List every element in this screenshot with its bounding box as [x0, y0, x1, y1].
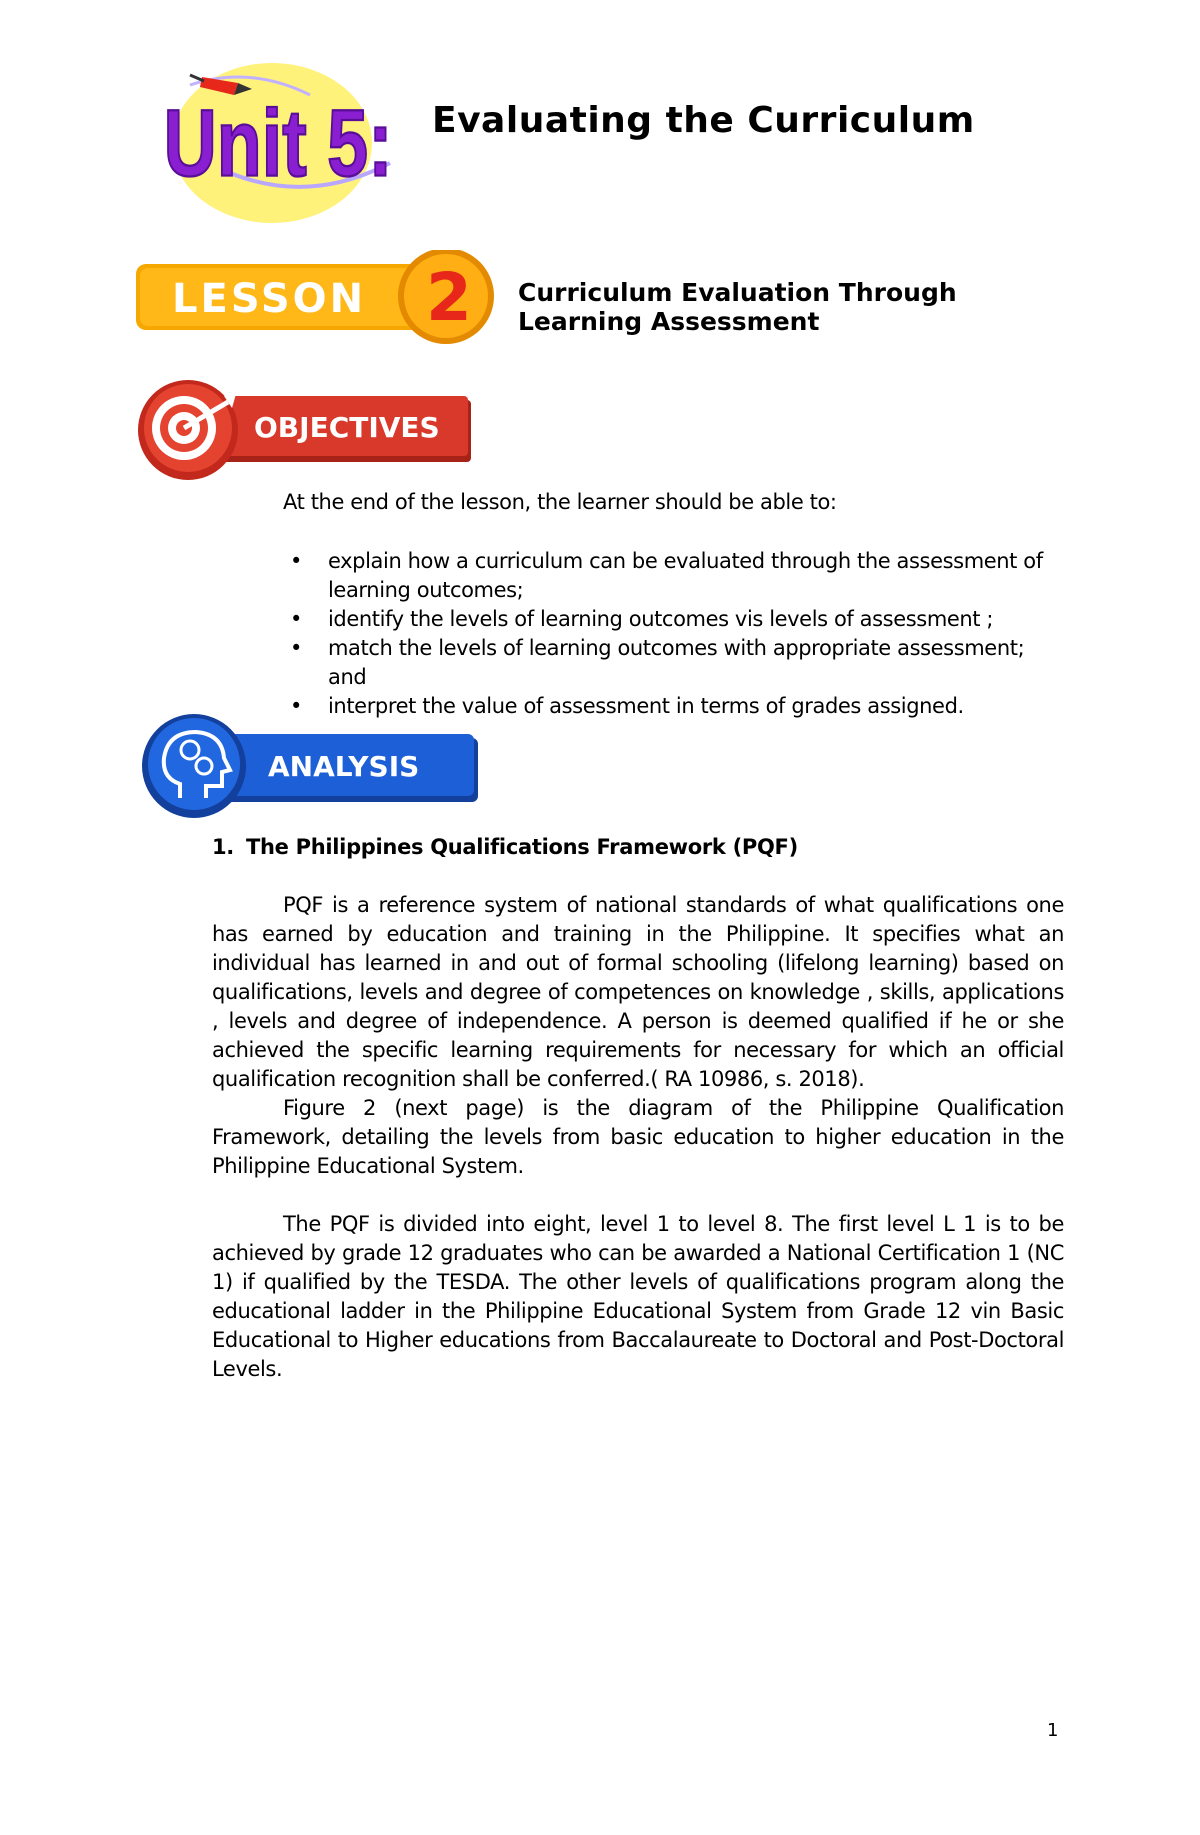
list-item: • match the levels of learning outcomes with appropriate assessment; and [290, 636, 1025, 689]
lesson-badge-number: 2 [426, 259, 472, 336]
unit-badge-text: Unit 5: [163, 89, 393, 196]
page-number: 1 [1047, 1720, 1059, 1741]
list-item: • identify the levels of learning outcomes vis levels of assessment ; [283, 605, 1064, 634]
section-title: The Philippines Qualifications Framework (PQF) [246, 835, 798, 859]
list-item: • explain how a curriculum can be evaluated through the assessment of learning outcomes; [290, 549, 1043, 602]
objectives-badge-label: OBJECTIVES [254, 411, 440, 444]
lesson-badge-label: LESSON [172, 276, 367, 322]
bullet-icon: • [290, 694, 302, 718]
bullet-icon: • [290, 636, 302, 660]
list-item: • interpret the value of assessment in terms of grades assigned. [283, 692, 1064, 721]
unit-badge [160, 55, 400, 225]
lesson-badge [136, 250, 496, 346]
paragraph: PQF is a reference system of national standards of what qualifications one has earned by education and training in the Philippine. It specifies what an individual has learned in and out of formal schooling (lifelong learning) based on qualifications, levels and degree of competences on knowledge , skills, applications , levels and degree of independence. A person is deemed qualified if he or she achieved the specific learning requirements for necessary for which an official qualification recognition shall be conferred.( RA 10986, s. 2018). [212, 893, 1064, 1091]
bullet-icon: • [290, 549, 302, 573]
analysis-badge-label: ANALYSIS [268, 750, 420, 783]
paragraph: Figure 2 (next page) is the diagram of the Philippine Qualification Framework, detailing the levels from basic education to higher education in the Philippine Educational System. [212, 1096, 1064, 1178]
bullet-icon: • [290, 607, 302, 631]
paragraph: The PQF is divided into eight, level 1 to level 8. The first level L 1 is to be achieved by grade 12 graduates who can be awarded a National Certification 1 (NC 1) if qualified by the TESDA. The other levels of qualifications program along the educational ladder in the Philippine Educational System from Grade 12 vin Basic Educational to Higher educations from Baccalaureate to Doctoral and Post-Doctoral Levels. [212, 1212, 1064, 1381]
lesson-title: Curriculum Evaluation Through Learning Assessment [518, 278, 957, 336]
section-number: 1. [212, 835, 234, 859]
target-icon [138, 380, 238, 480]
analysis-badge [140, 712, 480, 822]
section-heading [212, 835, 798, 859]
head-gears-icon [142, 714, 246, 818]
objectives-badge [136, 378, 476, 482]
unit-title: Evaluating the Curriculum [432, 100, 975, 141]
objectives-list [283, 547, 1064, 721]
objectives-intro: At the end of the lesson, the learner should be able to: [283, 490, 837, 514]
